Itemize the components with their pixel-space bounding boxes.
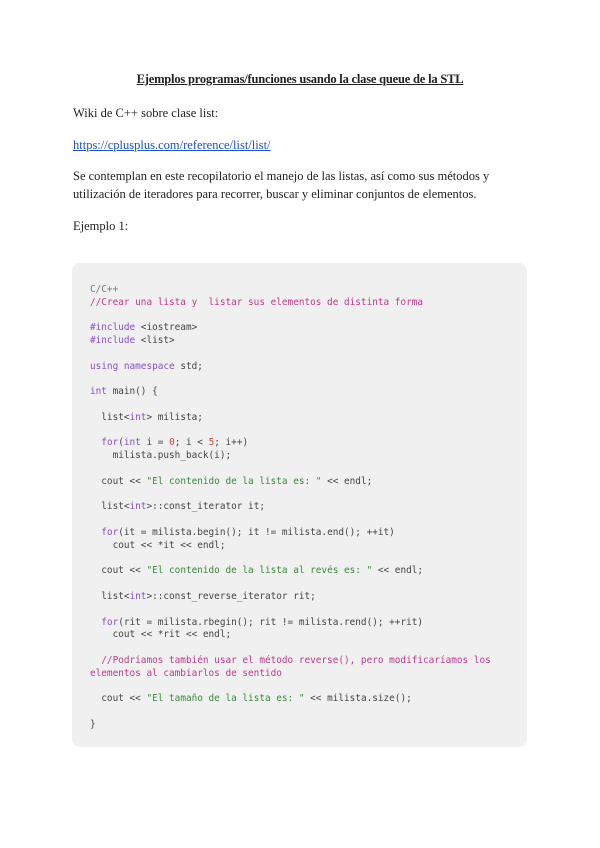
- code-text: std;: [174, 360, 203, 372]
- code-text: << milista.size();: [304, 693, 412, 705]
- code-text: ; i <: [174, 437, 209, 449]
- code-text: cout << *it << endl;: [90, 539, 226, 551]
- code-text: list<: [90, 590, 130, 602]
- code-text: list<: [90, 411, 130, 423]
- code-text: milista.push_back(i);: [90, 450, 232, 462]
- code-text: > milista;: [146, 411, 203, 423]
- code-string: "El tamaño de la lista es: ": [146, 693, 305, 705]
- code-number: 0: [169, 437, 175, 449]
- code-text: ; i++): [214, 437, 249, 449]
- code-language-label: C/C++: [90, 283, 119, 295]
- document-title: Ejemplos programas/funciones usando la clase queue de la STL: [136, 72, 464, 86]
- code-text: >::const_reverse_iterator rit;: [146, 590, 316, 602]
- code-content: [90, 271, 515, 757]
- code-keyword: #include: [90, 322, 136, 334]
- code-keyword: int: [129, 590, 147, 602]
- code-block: [72, 263, 527, 747]
- code-text: i =: [140, 437, 170, 449]
- code-text: (rit = milista.rbegin(); rit != milista.rend(); ++rit): [118, 616, 424, 628]
- code-keyword: int: [123, 437, 141, 449]
- code-string: "El contenido de la lista al revés es: ": [146, 565, 373, 577]
- code-string: "El contenido de la lista es: ": [146, 475, 322, 487]
- code-keyword: for: [101, 437, 119, 449]
- code-text: cout <<: [90, 693, 147, 705]
- code-keyword: using namespace: [90, 360, 175, 372]
- code-text: (it = milista.begin(); it != milista.end(); ++it): [118, 526, 395, 538]
- code-text: list<: [90, 501, 130, 513]
- code-text: cout <<: [90, 475, 147, 487]
- description-paragraph: Se contemplan en este recopilatorio el manejo de las listas, así como sus métodos y utilización de iteradores para recorrer, buscar y eliminar conjuntos de elementos.: [73, 169, 490, 201]
- code-comment: //Podríamos también usar el método reverse(), pero modificaríamos los: [90, 654, 491, 666]
- code-number: 5: [208, 437, 215, 449]
- code-keyword: int: [90, 386, 107, 398]
- code-comment: elementos al cambiarlos de sentido: [90, 667, 282, 679]
- code-text: >::const_iterator it;: [146, 501, 265, 513]
- code-keyword: int: [129, 501, 147, 513]
- code-text: <iostream>: [135, 322, 198, 334]
- wiki-intro: Wiki de C++ sobre clase list:: [73, 106, 219, 120]
- wiki-link[interactable]: https://cplusplus.com/reference/list/list/: [73, 138, 271, 152]
- code-keyword: int: [129, 411, 147, 423]
- code-keyword: for: [101, 616, 119, 628]
- code-text: main() {: [106, 386, 158, 398]
- code-text: cout << *rit << endl;: [90, 629, 232, 641]
- example-label: Ejemplo 1:: [73, 219, 129, 233]
- code-comment: //Crear una lista y listar sus elementos de distinta forma: [90, 296, 424, 308]
- code-text: << endl;: [372, 565, 424, 577]
- code-keyword: #include: [90, 334, 136, 346]
- code-text: }: [90, 718, 96, 730]
- code-text: <list>: [135, 334, 175, 346]
- code-text: cout <<: [90, 565, 147, 577]
- code-text: (: [118, 437, 124, 449]
- code-keyword: for: [101, 526, 119, 538]
- code-text: << endl;: [321, 475, 373, 487]
